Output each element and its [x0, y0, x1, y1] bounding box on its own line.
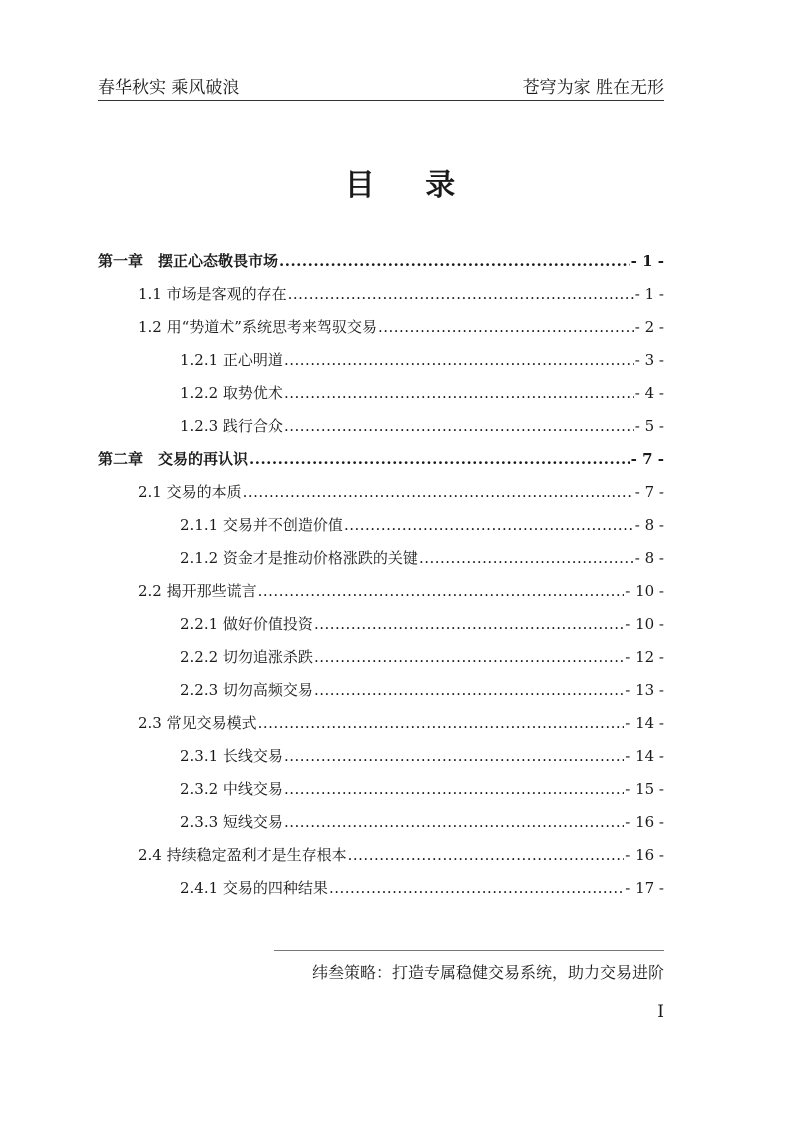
toc-entry[interactable]	[98, 871, 664, 904]
toc-dot-leader	[329, 879, 624, 897]
toc-entry-page: - 10 -	[625, 581, 664, 600]
toc-entry-label: 1.2 用“势道术”系统思考来驾驭交易	[138, 318, 377, 336]
toc-entry[interactable]	[98, 508, 664, 541]
toc-entry[interactable]	[98, 607, 664, 640]
toc-entry-page: - 10 -	[625, 614, 664, 633]
toc-entry-page: - 5 -	[634, 416, 664, 435]
toc-entry-label: 2.3.3 短线交易	[180, 813, 283, 831]
toc-entry-label: 2.4.1 交易的四种结果	[180, 879, 328, 897]
toc-entry-page: - 3 -	[634, 350, 664, 369]
toc-entry-page: - 15 -	[625, 779, 664, 798]
toc-entry-page: - 14 -	[625, 746, 664, 765]
toc-entry-label: 第一章 摆正心态敬畏市场	[98, 252, 279, 270]
toc-entry[interactable]	[98, 376, 664, 409]
toc-dot-leader	[348, 846, 625, 864]
toc-entry-page: - 1 -	[634, 284, 664, 303]
toc-entry[interactable]	[98, 310, 664, 343]
toc-dot-leader	[284, 417, 634, 435]
toc-entry-page: - 16 -	[625, 845, 664, 864]
toc-entry-page: - 7 -	[630, 449, 664, 468]
page-number: I	[657, 1002, 664, 1022]
toc-dot-leader	[314, 681, 624, 699]
footer-slogan: 纬叁策略：打造专属稳健交易系统，助力交易进阶	[311, 963, 664, 982]
toc-dot-leader	[419, 549, 634, 567]
toc-entry-label: 2.3 常见交易模式	[138, 714, 257, 732]
toc-entry-page: - 7 -	[634, 482, 664, 501]
footer-divider	[274, 950, 664, 951]
toc-entry-label: 1.2.2 取势优术	[180, 384, 283, 402]
toc-entry-label: 1.2.1 正心明道	[180, 351, 283, 369]
toc-entry-page: - 16 -	[625, 812, 664, 831]
toc-entry-page: - 17 -	[625, 878, 664, 897]
toc-entry-label: 2.2 揭开那些谎言	[138, 582, 257, 600]
toc-entry-label: 1.2.3 践行合众	[180, 417, 283, 435]
toc-entry[interactable]	[98, 442, 664, 475]
toc-entry-label: 2.2.1 做好价值投资	[180, 615, 313, 633]
toc-dot-leader	[258, 714, 625, 732]
toc-entry-page: - 14 -	[625, 713, 664, 732]
toc-entry-label: 2.3.1 长线交易	[180, 747, 283, 765]
header-right-text: 苍穹为家 胜在无形	[522, 78, 664, 98]
toc-dot-leader	[249, 450, 630, 468]
toc-entry[interactable]	[98, 409, 664, 442]
toc-entry-page: - 12 -	[625, 647, 664, 666]
toc-entry-page: - 13 -	[625, 680, 664, 699]
toc-entry[interactable]	[98, 574, 664, 607]
toc-entry[interactable]	[98, 739, 664, 772]
toc-entry-label: 2.1 交易的本质	[138, 483, 242, 501]
toc-dot-leader	[258, 582, 625, 600]
toc-entry[interactable]	[98, 475, 664, 508]
toc-entry-label: 第二章 交易的再认识	[98, 450, 249, 468]
toc-entry-label: 1.1 市场是客观的存在	[138, 285, 287, 303]
toc-entry-label: 2.1.1 交易并不创造价值	[180, 516, 343, 534]
toc-entry[interactable]	[98, 805, 664, 838]
toc-entry[interactable]	[98, 277, 664, 310]
toc-dot-leader	[314, 648, 624, 666]
toc-entry[interactable]	[98, 772, 664, 805]
toc-entry-page: - 1 -	[630, 251, 664, 270]
toc-entry-label: 2.2.2 切勿追涨杀跌	[180, 648, 313, 666]
toc-dot-leader	[284, 747, 624, 765]
toc-entry[interactable]	[98, 673, 664, 706]
toc-entry[interactable]	[98, 706, 664, 739]
toc-dot-leader	[288, 285, 634, 303]
toc-entry-label: 2.1.2 资金才是推动价格涨跌的关键	[180, 549, 418, 567]
toc-entry-page: - 4 -	[634, 383, 664, 402]
toc-entry[interactable]	[98, 640, 664, 673]
toc-entry-page: - 8 -	[634, 515, 664, 534]
toc-dot-leader	[284, 813, 624, 831]
toc-dot-leader	[284, 351, 634, 369]
toc-dot-leader	[243, 483, 634, 501]
toc-entry[interactable]	[98, 541, 664, 574]
toc-dot-leader	[279, 252, 630, 270]
header-left-text: 春华秋实 乘风破浪	[98, 78, 240, 98]
toc-entry-label: 2.4 持续稳定盈利才是生存根本	[138, 846, 347, 864]
toc-dot-leader	[344, 516, 634, 534]
toc-dot-leader	[284, 780, 624, 798]
toc-entry-label: 2.3.2 中线交易	[180, 780, 283, 798]
toc-entry[interactable]	[98, 244, 664, 277]
toc-dot-leader	[378, 318, 634, 336]
toc-dot-leader	[314, 615, 624, 633]
page-header	[98, 70, 664, 101]
toc-dot-leader	[284, 384, 634, 402]
table-of-contents	[98, 244, 664, 904]
toc-entry-page: - 2 -	[634, 317, 664, 336]
toc-entry[interactable]	[98, 343, 664, 376]
toc-entry-label: 2.2.3 切勿高频交易	[180, 681, 313, 699]
toc-entry[interactable]	[98, 838, 664, 871]
toc-entry-page: - 8 -	[634, 548, 664, 567]
page-title: 目 录	[344, 168, 476, 203]
